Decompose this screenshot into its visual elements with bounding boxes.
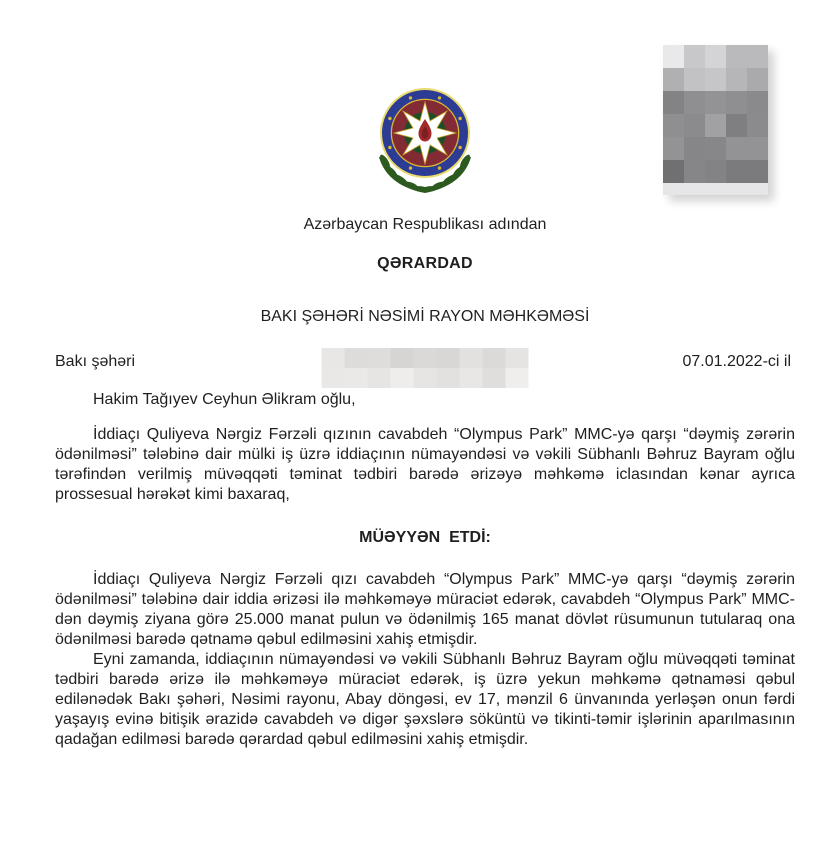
pixelated-cell bbox=[322, 368, 345, 388]
paragraph-claim: İddiaçı Quliyeva Nərgiz Fərzəli qızı cavabdeh “Olympus Park” MMC-yə qarşı “dəymiş zərərin ödənilməsi” tələbinə dair iddia ərizəsi ilə məhkəməyə müraciət edərək, cavabdeh “Olympus Park” MMC-dən dəymiş ziyana görə 25.000 manat pulun və ödənilmiş 165 manat dövlət rüsumunun tutularaq ona ödənilməsi barədə qətnamə qəbul edilməsini xahiş etmişdir. bbox=[55, 571, 795, 648]
azerbaijan-coat-of-arms-icon bbox=[369, 85, 481, 199]
judge-line: Hakim Tağıyev Ceyhun Əlikram oğlu, bbox=[93, 391, 356, 408]
pixelated-cell bbox=[437, 348, 460, 368]
pixelated-cell bbox=[345, 348, 368, 368]
pixelated-cell bbox=[726, 91, 747, 114]
pixelated-cell bbox=[345, 368, 368, 388]
pixelated-cell bbox=[460, 368, 483, 388]
pixelated-cell bbox=[705, 45, 726, 68]
pixelated-cell bbox=[726, 137, 747, 160]
pixelated-cell bbox=[322, 348, 345, 368]
pixelated-cell bbox=[437, 368, 460, 388]
pixelated-cell bbox=[368, 368, 391, 388]
pixelated-cell bbox=[684, 91, 705, 114]
pixelated-cell bbox=[684, 137, 705, 160]
pixelated-cell bbox=[747, 45, 768, 68]
pixelated-cell bbox=[705, 91, 726, 114]
coat-of-arms bbox=[369, 85, 481, 199]
pixelated-cell bbox=[726, 160, 747, 183]
pixelated-cell bbox=[705, 114, 726, 137]
body-text bbox=[55, 570, 795, 750]
pixelated-cell bbox=[391, 348, 414, 368]
intro-paragraph: İddiaçı Quliyeva Nərgiz Fərzəli qızının cavabdeh “Olympus Park” MMC-yə qarşı “dəymiş zərərin ödənilməsi” tələbinə dair mülki iş üzrə iddiaçının nümayəndəsi və vəkili Sübhanlı Bəhruz Bayram oğlu tərəfindən verilmiş müvəqqəti təminat tədbiri barədə ərizəyə məhkəmə iclasından kənar ayrıca prossesual hərəkət kimi baxaraq, bbox=[55, 426, 795, 503]
paragraph-injunction-request: Eyni zamanda, iddiaçının nümayəndəsi və vəkili Sübhanlı Bəhruz Bayram oğlu müvəqqəti təminat tədbiri barədə ərizə ilə məhkəməyə müraciət edərək, iş üzrə yekun məhkəmə qətnaməsi qəbul edilənədək Bakı şəhəri, Nəsimi rayonu, Abay döngəsi, ev 17, mənzil 6 ünvanında yerləşən onun fərdi yaşayış evinə bitişik ərazidə cavabdeh və digər şəxslərə söküntü və tikinti-təmir işlərinin aparılmasının qadağan edilməsi barədə qərardad qəbul edilməsini xahiş etmişdir. bbox=[55, 651, 795, 748]
pixelated-cell bbox=[705, 137, 726, 160]
pixelated-cell bbox=[747, 160, 768, 183]
pixelated-cell bbox=[506, 368, 529, 388]
pixelated-cell bbox=[747, 91, 768, 114]
republic-line: Azərbaycan Respublikası adından bbox=[303, 216, 547, 233]
redacted-stamp-footer bbox=[663, 183, 768, 195]
pixelated-cell bbox=[414, 348, 437, 368]
city-label: Bakı şəhəri bbox=[55, 353, 136, 370]
pixelated-cell bbox=[705, 160, 726, 183]
redacted-case-number bbox=[322, 348, 529, 388]
pixelated-cell bbox=[663, 137, 684, 160]
pixelated-cell bbox=[663, 68, 684, 91]
redacted-stamp bbox=[663, 45, 768, 195]
pixelated-cell bbox=[663, 114, 684, 137]
redacted-stamp-pixels bbox=[663, 45, 768, 183]
pixelated-cell bbox=[684, 160, 705, 183]
pixelated-cell bbox=[747, 137, 768, 160]
pixelated-cell bbox=[747, 114, 768, 137]
pixelated-cell bbox=[684, 68, 705, 91]
pixelated-cell bbox=[368, 348, 391, 368]
pixelated-cell bbox=[705, 68, 726, 91]
pixelated-cell bbox=[684, 45, 705, 68]
pixelated-cell bbox=[726, 68, 747, 91]
section-heading: MÜƏYYƏN ETDİ: bbox=[359, 529, 491, 546]
pixelated-cell bbox=[483, 348, 506, 368]
pixelated-cell bbox=[747, 68, 768, 91]
pixelated-cell bbox=[726, 45, 747, 68]
pixelated-cell bbox=[483, 368, 506, 388]
pixelated-cell bbox=[684, 114, 705, 137]
place-date-row bbox=[55, 350, 795, 390]
court-name: BAKI ŞƏHƏRİ NƏSİMİ RAYON MƏHKƏMƏSİ bbox=[260, 308, 590, 325]
document-title: QƏRARDAD bbox=[377, 255, 473, 272]
pixelated-cell bbox=[460, 348, 483, 368]
pixelated-cell bbox=[663, 45, 684, 68]
pixelated-cell bbox=[391, 368, 414, 388]
date-label: 07.01.2022-ci il bbox=[682, 353, 791, 370]
pixelated-cell bbox=[506, 348, 529, 368]
pixelated-cell bbox=[663, 91, 684, 114]
pixelated-cell bbox=[726, 114, 747, 137]
pixelated-cell bbox=[414, 368, 437, 388]
pixelated-cell bbox=[663, 160, 684, 183]
